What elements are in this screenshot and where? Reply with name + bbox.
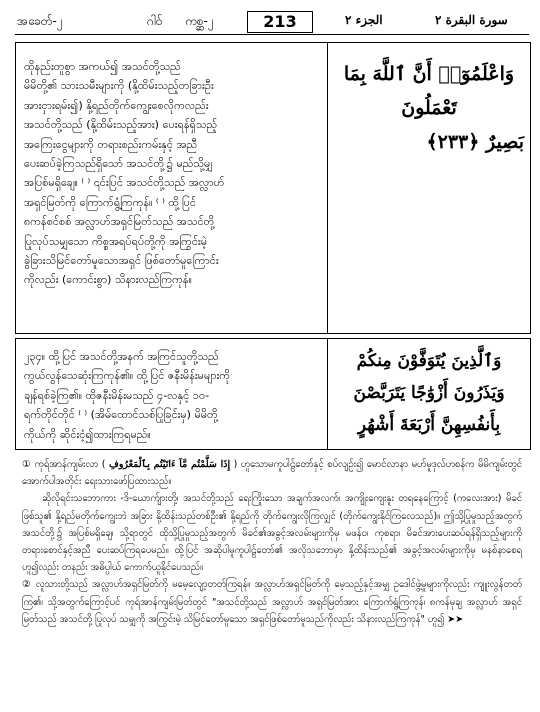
page-header [15, 8, 529, 35]
translation-line: ကိုယ်ကို ဆိုင်းငံ့၍ထားကြရမည်။ [24, 427, 151, 441]
verse-block-234 [15, 338, 531, 450]
header-juz-label: ဂါဝ် [147, 14, 163, 28]
arabic-line: بَصِيرٌ ﴿٢٣٣﴾ [426, 131, 524, 153]
footnote-1-continued [22, 490, 522, 576]
arabic-verse-234 [334, 345, 524, 441]
translation-line: ကွယ်လွန်သေဆုံးကြကုန်၏။ ထို့ပြင် ဇနီးမိန်းမများကို [24, 369, 231, 383]
translation-234 [24, 347, 324, 444]
footnote-marker: ② [22, 579, 32, 591]
footnote-arabic-quote: إِذَا سَلَّمْتُم مَّآ ءَاتَيْتُم بِٱلْمَعْرُوفِ [109, 459, 231, 470]
translation-line: ၂၃၄။ ထို့ပြင် အသင်တို့အနက် အကြင်သူတို့သည် [24, 350, 219, 363]
translation-line: ရက်တိုင်တိုင် ⁽ ⁾ (အိမ်ထောင်သစ်ပြုခြင်းမှ) မိမိတို့ [24, 408, 218, 422]
footnote-1 [22, 456, 522, 490]
footnote-text: ) ဟူသောမကူပါဠ်တော်နှင့် စပ်လျဉ်း၍ မောင်လာနာ မဟ်မူဒုလ်ဟစန်က မိမိကျမ်းတွင် အောက်ပါအတိုင်း ရေးသားဖော်ပြထားသည်။ [22, 459, 522, 488]
footnote-text: ဆိုလိုရင်းသဘောကား -ဒိ-ယောက်ျားတို့၊ အသင်တို့သည် ရေးကြိုးသော အချက်အလက်၊ အကျိုးကျေးနူး တရနေကြောင့် (ကလေးအား) မိခင်ဖြစ်သူ၏ နို့ရည်မတိုက်ကျွေးဘဲ အခြား နို့ထိန်းသည်တစ်ဦး၏ နို့ရည်ကို တိုက်ကျွေးလိုကြလျှင် (တိုက်ကျွေးနိုင်ကြလေသည်)။ ဤသို့ပြုမှုသည့်အတွက် အသင်တို့၌ အပြစ်မရှိချေ၊ သို့ရာတွင် ထိုသို့ပြုမှုသည့်အတွက် မိခင်၏အခွင့်အလမ်းများကိုမှ မဖန်ဝ၊ ကုစရာ၊ မိခင်အားပေးဆပ်ရန်ရှိသည့်များကို တရားစောင်နှင့်အညီ ပေးဆပ်ကြရပေမည်။ ထို့ပြင် အဆိုပါမူကူပါဠ်တော်၏ အလိုသဘောမှာ နို့ထိန်းသည်၏ အခွင့်အလမ်းများကိုမှ မနစ်နာစေရဟူ၍လည်း တနည်း အဓိပ္ပါယ် ကောက်ယူနိုင်ပေသည်။ [22, 493, 522, 574]
translation-line: အသင်တို့သည် (နို့ထိမ်းသည့်အား) ပေးရန်ရှိသည့် [24, 118, 218, 132]
footnote-text: ကုရ်အာန်ကျမ်းလာ ( [31, 459, 109, 470]
translation-line: အားငှားရမ်း၍) နို့ရည်တိုက်ကျွေးစေလိုကလည်း [24, 98, 209, 112]
arabic-line: بِأَنفُسِهِنَّ أَرْبَعَةَ أَشْهُرٍ [357, 415, 501, 435]
translation-233 [24, 57, 324, 290]
page-number: 213 [247, 11, 313, 33]
footnote-marker: ① [22, 459, 32, 470]
column-divider [327, 43, 328, 333]
translation-line: အပြစ်မရှိချေ။ ⁽ ⁾ ၎င်းပြင် အသင်တို့သည် အလ္လာဟ် [24, 176, 225, 190]
arabic-line: وَاعْلَمُوٓا۟ أَنَّ ٱللَّهَ بِمَا تَعْمَلُونَ [343, 63, 515, 119]
translation-line: ထိုနည်းတူစွာ အကယ်၍ အသင်တို့သည် [24, 60, 181, 73]
header-juz-arabic: الجزء ٢ [345, 13, 383, 27]
header-left-label: အခေတ်-၂ [17, 14, 63, 28]
arabic-line: وَٱلَّذِينَ يُتَوَفَّوْنَ مِنكُمْ [356, 351, 502, 371]
translation-line: ကိုလည်း (ကောင်းစွာ) သိနားလည်ကြကုန်။ [24, 273, 192, 287]
header-verse-ref: ကစ္ဆ-၂ [185, 14, 214, 28]
column-divider [327, 339, 328, 449]
verse-block-233 [15, 42, 531, 334]
footnote-2 [22, 576, 522, 628]
translation-line: ပေးဆပ်ခဲ့ကြသည်ရှိသော် အသင်တို့၌ မည်သို့မျှ [24, 157, 213, 171]
footnote-text: လူသားတို့သည် အလ္လာဟ်အရှင်မြတ်ကို မမေ့လျော့တတ်ကြရန်။ အလ္လာဟ်အရှင်မြတ်ကို မေ့သည့်နှင့်အမျှ ဥဒေါင်ဖွဲ့မှုများကိုလည်း ကျူးလွန်တတ်ကြ၏၊ သို့အတွက်ကြောင့်ပင် ကုရ်အာန်ကျမ်းမြတ်တွင် "အသင်တို့သည် အလ္လာဟ် အရှင်မြတ်အား ကြောက်ရွံ့ကြကုန်၊ ၈ကန်မုချ အလ္လာဟ် အရှင်မြတ်သည် အသင်တို့ ပြုလုပ် သမျှကို အကြွင်းမဲ့ သိမြင်တော်မူသော အရှင်ဖြစ်တော်မူသည်ကိုလည်း သိနားလည်ကြကုန်" ဟူ၍ ➤➤ [22, 579, 522, 625]
header-surah-arabic: سورة البقرة ٢ [435, 13, 508, 27]
translation-line: ၈ကန်စင်စစ် အလ္လာဟ်အရှင်မြတ်သည် အသင်တို့ [24, 215, 215, 229]
translation-line: မိမိတို့၏ သားသမီးများကို (နို့ထိမ်းသည့်တခြားဦး [24, 79, 214, 93]
translation-line: အကြေးငွေများကို တရားစည်းကမ်းနှင့် အညီ [24, 137, 198, 151]
translation-line: ပြုလုပ်သမျှသော ကိစ္စအရပ်ရပ်တို့ကို အကြွင်းမဲ့ [24, 234, 208, 248]
arabic-line: وَيَذَرُونَ أَزْوَٰجًا يَتَرَبَّصْنَ [353, 383, 505, 403]
translation-line: ချန်ရစ်ခဲ့ကြ၏။ ထိုဇနီးမိန်းမသည် ၄-လနှင့် ၁၀- [24, 388, 210, 402]
footnotes [22, 456, 522, 628]
translation-line: ခွဲခြားသိမြင်တော်မူသောအရှင် ဖြစ်တော်မူကြောင်း [24, 254, 219, 268]
arabic-verse-233 [334, 57, 524, 159]
translation-line: အရှင်မြတ်ကို ကြောက်ရွံ့ကြကုန်။ ⁽ ⁾ ထို့ပြင် [24, 195, 196, 209]
